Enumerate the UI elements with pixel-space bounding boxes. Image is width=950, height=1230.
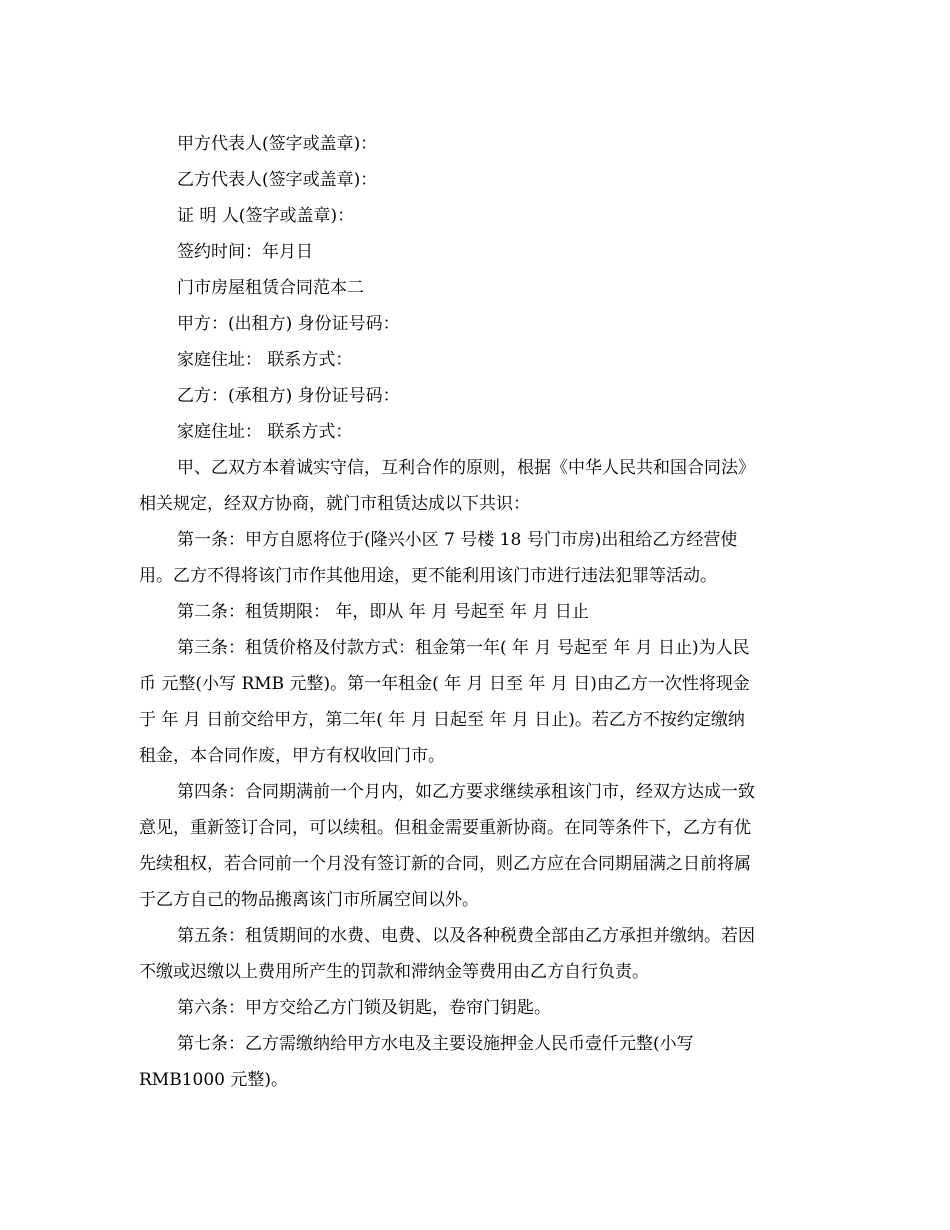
witness-signature-line: 证 明 人(签字或盖章)：	[177, 206, 355, 226]
article-1-line-2: 用。乙方不得将该门市作其他用途，更不能利用该门市进行违法犯罪等活动。	[139, 566, 717, 586]
preamble-line-2: 相关规定，经双方协商，就门市租赁达成以下共识：	[139, 494, 530, 514]
preamble-line-1: 甲、乙双方本着诚实守信，互利合作的原则，根据《中华人民共和国合同法》	[177, 458, 755, 478]
article-5-line-2: 不缴或迟缴以上费用所产生的罚款和滞纳金等费用由乙方自行负责。	[139, 962, 649, 982]
party-a-id-line: 甲方：(出租方) 身份证号码：	[177, 314, 400, 334]
article-4-line-3: 先续租权，若合同前一个月没有签订新的合同，则乙方应在合同期届满之日前将属	[139, 854, 751, 874]
article-3-line-2: 币 元整(小写 RMB 元整)。第一年租金( 年 月 日至 年 月 日)由乙方一次性将现金	[139, 674, 750, 694]
article-3-line-3: 于 年 月 日前交给甲方，第二年( 年 月 日起至 年 月 日止)。若乙方不按约定缴纳	[139, 710, 745, 730]
party-a-address-line: 家庭住址： 联系方式：	[177, 350, 353, 370]
article-7-line-1: 第七条：乙方需缴纳给甲方水电及主要设施押金人民币壹仟元整(小写	[177, 1034, 694, 1054]
article-7-line-2: RMB1000 元整)。	[139, 1070, 288, 1090]
article-3-line-4: 租金，本合同作废，甲方有权收回门市。	[139, 746, 445, 766]
contract-title: 门市房屋租赁合同范本二	[177, 278, 364, 298]
article-4-line-1: 第四条：合同期满前一个月内，如乙方要求继续承租该门市，经双方达成一致	[177, 782, 755, 802]
article-6-line-1: 第六条：甲方交给乙方门锁及钥匙，卷帘门钥匙。	[177, 998, 551, 1018]
article-3-line-1: 第三条：租赁价格及付款方式：租金第一年( 年 月 号起至 年 月 日止)为人民	[177, 638, 750, 658]
article-4-line-4: 于乙方自己的物品搬离该门市所属空间以外。	[139, 890, 479, 910]
signing-date-line: 签约时间：年月日	[177, 242, 313, 262]
article-2-line-1: 第二条：租赁期限： 年，即从 年 月 号起至 年 月 日止	[177, 602, 589, 622]
document-body	[139, 126, 819, 1098]
party-b-signature-line: 乙方代表人(签字或盖章)：	[177, 170, 378, 190]
party-b-id-line: 乙方：(承租方) 身份证号码：	[177, 386, 400, 406]
article-5-line-1: 第五条：租赁期间的水费、电费、以及各种税费全部由乙方承担并缴纳。若因	[177, 926, 755, 946]
article-4-line-2: 意见，重新签订合同，可以续租。但租金需要重新协商。在同等条件下，乙方有优	[139, 818, 751, 838]
party-b-address-line: 家庭住址： 联系方式：	[177, 422, 353, 442]
party-a-signature-line: 甲方代表人(签字或盖章)：	[177, 134, 378, 154]
article-1-line-1: 第一条：甲方自愿将位于(隆兴小区 7 号楼 18 号门市房)出租给乙方经营使	[177, 530, 738, 550]
